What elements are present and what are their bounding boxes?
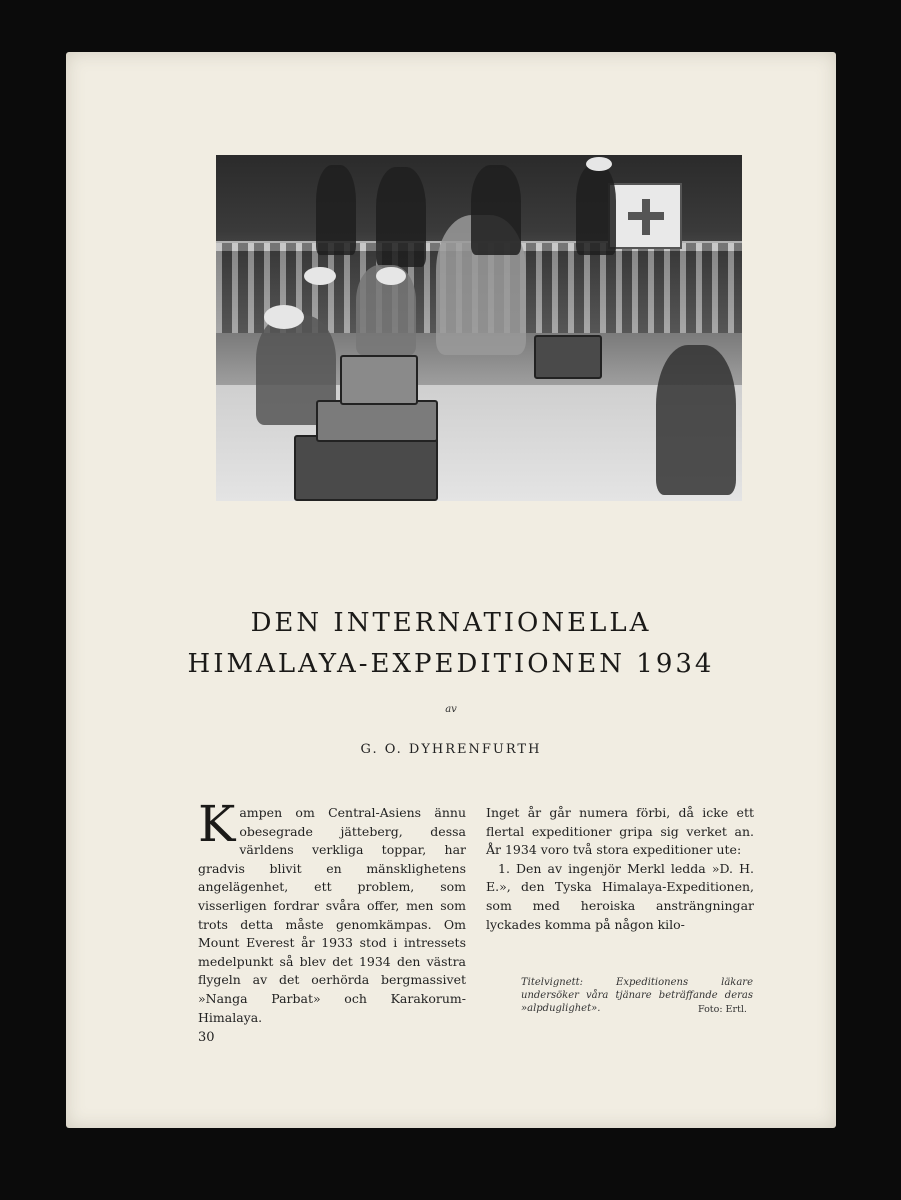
photo-figure <box>471 165 521 255</box>
author-name: G. O. DYHRENFURTH <box>360 742 542 757</box>
photo-figure <box>656 345 736 495</box>
magazine-page <box>66 52 836 1128</box>
column-right-item: 1. Den av ingenjör Merkl ledda »D. H. E.», den Tyska Himalaya-Expeditionen, som med heroiska ansträngningar lyckades komma på någon kilo- <box>486 860 754 932</box>
photo-figure <box>576 165 616 255</box>
photo-trunk <box>316 400 438 442</box>
red-cross-sign <box>608 183 682 249</box>
photo-credit: Foto: Ertl. <box>698 1004 747 1015</box>
cross-horizontal <box>628 212 664 220</box>
page-number: 30 <box>198 1030 215 1045</box>
byline-av: av <box>445 704 457 715</box>
article-title-line1: DEN INTERNATIONELLA <box>250 608 652 638</box>
drop-cap: K <box>198 795 236 853</box>
expedition-photo <box>216 155 742 501</box>
photo-trunk <box>294 435 438 501</box>
column-left-text: ampen om Central-Asiens ännu obesegrade jätteberg, dessa världens verkliga toppar, har gradvis blivit en mänsklighetens angelägenhet, ett problem, som visserligen fordrar svåra offer, men som trots detta måste genomkämpas. Om Mount Everest år 1933 stod i intressets medelpunkt så blev det 1934 den västra flygeln av det oerhörda bergmassivet »Nanga Parbat» och Karakorum-Himalaya. <box>198 805 466 1025</box>
photo-turban <box>376 267 406 285</box>
article-column-left <box>198 795 466 1027</box>
article-column-right <box>486 804 754 934</box>
photo-figure <box>316 165 356 255</box>
photo-trunk <box>534 335 602 379</box>
photo-figure <box>376 167 426 267</box>
photo-turban <box>264 305 304 329</box>
photo-turban <box>304 267 336 285</box>
photo-caption: Titelvignett: Expeditionens läkare undersöker våra tjänare beträffande deras »alpduglighet». <box>521 977 753 1014</box>
photo-trunk <box>340 355 418 405</box>
column-right-text: Inget år går numera förbi, då icke ett flertal expeditioner gripa sig verket an. År 1934 voro två stora expeditioner ute: <box>486 805 754 858</box>
photo-turban <box>586 157 612 171</box>
article-title-line2: HIMALAYA-EXPEDITIONEN 1934 <box>187 649 715 679</box>
